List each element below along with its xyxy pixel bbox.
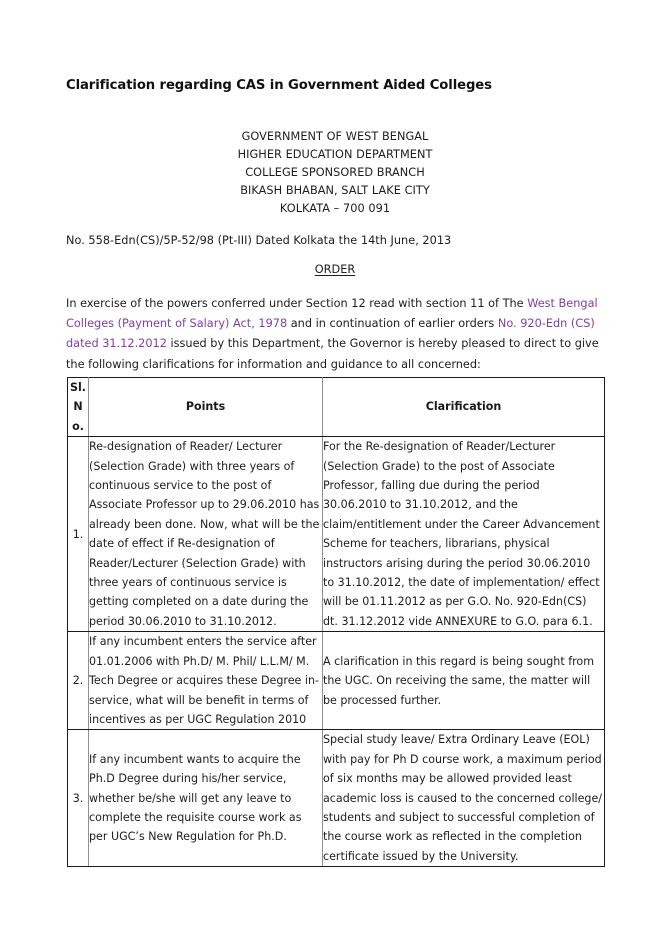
clarification-table [67,377,605,867]
memo-number-line: No. 558-Edn(CS)/5P-52/98 (Pt-III) Dated Kolkata the 14th June, 2013 [66,234,452,247]
letterhead-address [66,128,604,218]
row-clarification-text: For the Re-designation of Reader/Lecturer (Selection Grade) to the post of Associate Professor, falling due during the period 30.06.2010 to 31.10.2012, and the claim/entitlement under the Career Advancement Scheme for teachers, librarians, physical instructors arising during the period 30.06.2010 to 31.10.2012, the date of implementation/ effect will be 01.11.2012 as per G.O. No. 920-Edn(CS) dt. 31.12.2012 vide ANNEXURE to G.O. para 6.1. [323,437,605,632]
row-points-text: If any incumbent enters the service after 01.01.2006 with Ph.D/ M. Phil/ L.L.M/ M. Tech Degree or acquires these Degree in-service, what will be benefit in terms of incentives as per UGC Regulation 2010 [89,632,323,730]
address-line: KOLKATA – 700 091 [279,202,391,215]
address-line: HIGHER EDUCATION DEPARTMENT [237,148,433,161]
intro-text-part3: issued by this Department, the Governor is hereby pleased to direct to give the following clarifications for information and guidance to all concerned: [66,337,599,371]
row-points-text: If any incumbent wants to acquire the Ph.D Degree during his/her service, whether be/she will get any leave to complete the requisite course work as per UGC’s New Regulation for Ph.D. [89,730,323,867]
row-serial-number: 3. [68,730,89,867]
link-wb-colleges-act[interactable]: West Bengal Colleges (Payment of Salary) Act, 1978 [66,297,598,331]
column-header-clarification: Clarification [323,378,605,437]
address-line: COLLEGE SPONSORED BRANCH [245,166,425,179]
column-header-points: Points [89,378,323,437]
row-serial-number: 2. [68,632,89,730]
row-clarification-text: A clarification in this regard is being sought from the UGC. On receiving the same, the matter will be processed further. [323,632,605,730]
order-heading [66,263,604,276]
page-title: Clarification regarding CAS in Government Aided Colleges [66,78,492,93]
table-row [68,437,605,632]
table-row [68,632,605,730]
table-row [68,730,605,867]
row-points-text: Re-designation of Reader/ Lecturer (Selection Grade) with three years of continuous service to the post of Associate Professor up to 29.06.2010 has already been done. Now, what will be the date of effect if Re-designation of Reader/Lecturer (Selection Grade) with three years of continuous service is getting completed on a date during the period 30.06.2010 to 31.10.2012. [89,437,323,632]
table-header-row [68,378,605,437]
order-heading-text: ORDER [314,263,356,276]
link-order-920-edn[interactable]: No. 920-Edn (CS) dated 31.12.2012 [66,317,595,351]
column-header-sl-no: Sl. No. [68,378,89,437]
address-line: BIKASH BHABAN, SALT LAKE CITY [240,184,430,197]
row-clarification-text: Special study leave/ Extra Ordinary Leave (EOL) with pay for Ph D course work, a maximum period of six months may be allowed provided least academic loss is caused to the concerned college/ students and subject to successful completion of the course work as reflected in the completion certificate issued by the University. [323,730,605,867]
intro-text-part1: In exercise of the powers conferred under Section 12 read with section 11 of The [66,297,528,310]
clarification-table-wrapper [67,377,604,867]
row-serial-number: 1. [68,437,89,632]
address-line: GOVERNMENT OF WEST BENGAL [241,130,429,143]
intro-text-part2: and in continuation of earlier orders [287,317,498,331]
intro-paragraph [66,294,606,375]
